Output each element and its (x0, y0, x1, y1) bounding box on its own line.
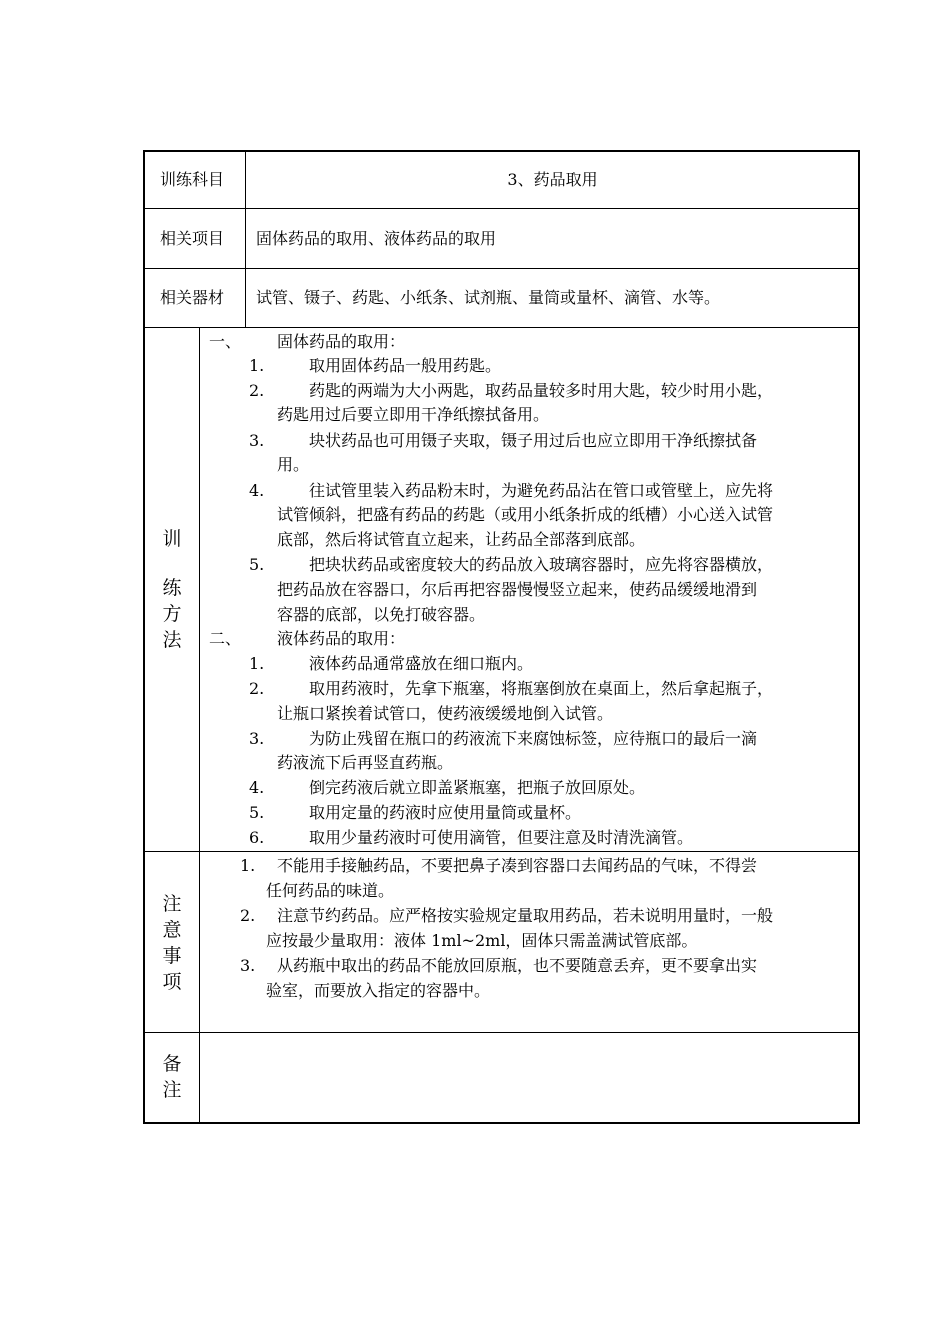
item-text: 把药品放在容器口，尔后再把容器慢慢竖立起来，使药品缓缓地滑到 (277, 580, 758, 599)
section-marker: 二、 (209, 629, 242, 648)
item-text: 取用定量的药液时应使用量筒或量杯。 (309, 803, 582, 822)
item-text: 液体药品通常盛放在细口瓶内。 (309, 654, 534, 673)
item-number: 2. (249, 381, 265, 400)
item-text: 药液流下后再竖直药瓶。 (277, 753, 454, 772)
column-divider (199, 327, 200, 1123)
method-label-char: 法 (162, 629, 182, 651)
item-text: 底部，然后将试管直立起来，让药品全部落到底部。 (277, 530, 646, 549)
subject-label: 训练科目 (160, 170, 225, 189)
note-text: 从药瓶中取出的药品不能放回原瓶，也不要随意丢弃，更不要拿出实 (277, 956, 758, 975)
subject-value: 3、药品取用 (507, 170, 598, 189)
item-text: 用。 (277, 455, 310, 474)
note-text: 应按最少量取用：液体 1ml~2ml，固体只需盖满试管底部。 (266, 931, 698, 950)
item-text: 取用少量药液时可使用滴管，但要注意及时清洗滴管。 (309, 828, 694, 847)
item-number: 1. (249, 654, 265, 673)
notes-label-char: 注 (162, 893, 182, 915)
item-number: 4. (249, 778, 265, 797)
item-text: 往试管里装入药品粉末时，为避免药品沾在管口或管壁上，应先将 (309, 481, 774, 500)
item-number: 5. (249, 803, 265, 822)
row-divider (144, 208, 859, 209)
item-number: 1. (249, 356, 265, 375)
note-text: 验室，而要放入指定的容器中。 (266, 981, 491, 1000)
item-number: 3. (249, 431, 265, 450)
note-number: 2. (240, 906, 256, 925)
note-text: 注意节约药品。应严格按实验规定量取用药品，若未说明用量时，一般 (277, 906, 774, 925)
method-label-char: 训 (162, 528, 182, 550)
method-label-char: 练 (162, 577, 182, 599)
notes-label-char: 意 (162, 919, 182, 941)
remarks-content (200, 1033, 859, 1122)
note-text: 不能用手接触药品，不要把鼻子凑到容器口去闻药品的气味，不得尝 (277, 856, 758, 875)
row-divider (144, 851, 859, 852)
item-number: 5. (249, 555, 265, 574)
item-text: 把块状药品或密度较大的药品放入玻璃容器时，应先将容器横放， (309, 555, 774, 574)
equipment-value: 试管、镊子、药匙、小纸条、试剂瓶、量筒或量杯、滴管、水等。 (256, 288, 721, 307)
item-text: 倒完药液后就立即盖紧瓶塞，把瓶子放回原处。 (309, 778, 646, 797)
section-title: 固体药品的取用： (277, 332, 406, 351)
item-text: 容器的底部，以免打破容器。 (277, 605, 486, 624)
remarks-label-char: 注 (162, 1079, 182, 1101)
item-text: 药匙的两端为大小两匙，取药品量较多时用大匙，较少时用小匙， (309, 381, 774, 400)
note-number: 3. (240, 956, 256, 975)
item-number: 2. (249, 679, 265, 698)
section-marker: 一、 (209, 332, 242, 351)
notes-label-char: 项 (162, 971, 182, 993)
item-text: 为防止残留在瓶口的药液流下来腐蚀标签，应待瓶口的最后一滴 (309, 729, 758, 748)
item-number: 4. (249, 481, 265, 500)
note-number: 1. (240, 856, 256, 875)
row-divider (144, 327, 859, 328)
item-text: 药匙用过后要立即用干净纸擦拭备用。 (277, 405, 550, 424)
equipment-label: 相关器材 (160, 288, 225, 307)
item-number: 6. (249, 828, 265, 847)
notes-label-char: 事 (162, 945, 182, 967)
item-text: 试管倾斜，把盛有药品的药匙（或用小纸条折成的纸槽）小心送入试管 (277, 505, 774, 524)
item-text: 取用药液时，先拿下瓶塞，将瓶塞倒放在桌面上，然后拿起瓶子， (309, 679, 774, 698)
method-label-char: 方 (162, 603, 182, 625)
item-text: 块状药品也可用镊子夹取，镊子用过后也应立即用干净纸擦拭备 (309, 431, 758, 450)
item-number: 3. (249, 729, 265, 748)
project-value: 固体药品的取用、液体药品的取用 (256, 229, 497, 248)
note-text: 任何药品的味道。 (266, 881, 395, 900)
project-label: 相关项目 (160, 229, 225, 248)
item-text: 让瓶口紧挨着试管口，使药液缓缓地倒入试管。 (277, 704, 614, 723)
remarks-label-char: 备 (162, 1053, 182, 1075)
row-divider (144, 268, 859, 269)
item-text: 取用固体药品一般用药匙。 (309, 356, 502, 375)
section-title: 液体药品的取用： (277, 629, 406, 648)
